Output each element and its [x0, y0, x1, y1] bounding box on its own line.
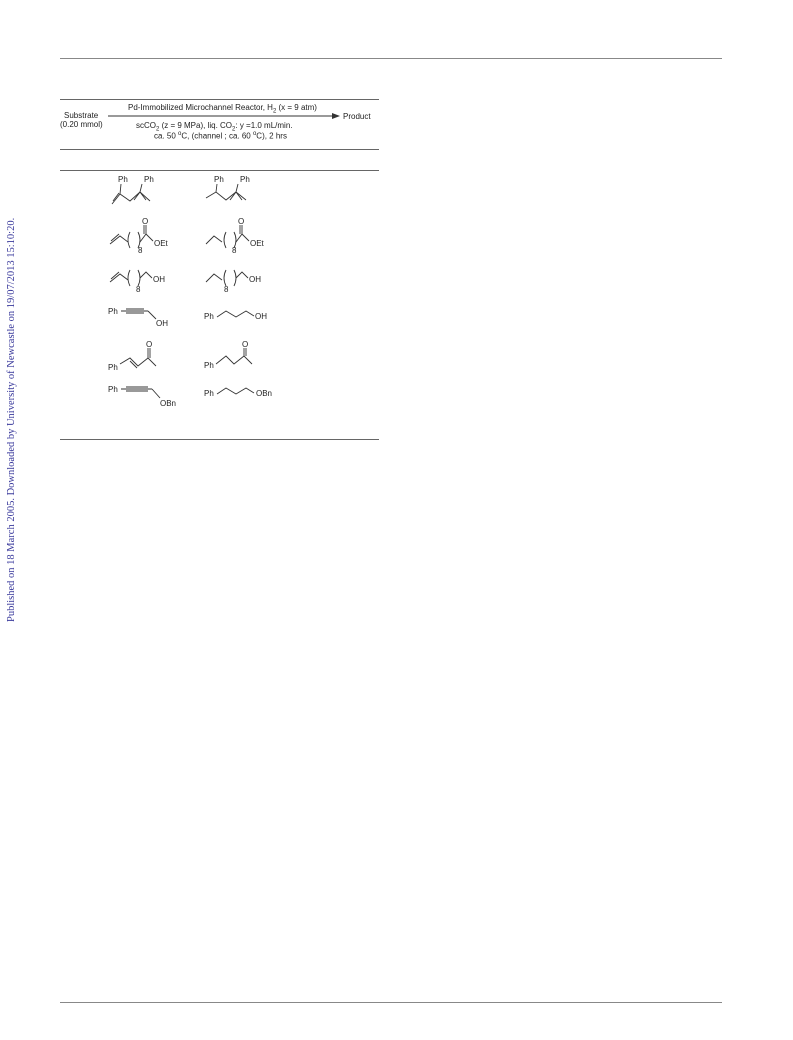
benzyloxy-group: OBn: [256, 389, 273, 398]
reaction-arrow: [108, 111, 340, 121]
top-rule: [60, 58, 722, 59]
chain-count: 8: [232, 246, 237, 254]
substrate-5-structure: [108, 338, 178, 374]
substrate-6-structure: [108, 382, 188, 410]
substrate-label: Substrate: [64, 111, 99, 120]
temperature-conditions: ca. 50 $^o$C, (channel ; ca. 60 $^o$C), 2 hrs: [154, 131, 287, 141]
table-rule-bottom: [60, 439, 379, 440]
substrate-3-structure: [108, 260, 178, 294]
flow-conditions: scCO$_2$ (z = 9 MPa), liq. $CO_2$: y =1.0 mL/min.: [136, 121, 293, 133]
ph-label: Ph: [118, 175, 128, 184]
hydroxyl-group: OH: [249, 275, 261, 284]
substrate-4-structure: [108, 304, 178, 330]
chain-count: 8: [138, 246, 143, 254]
hydroxyl-group: OH: [156, 319, 168, 328]
reactor-conditions: Pd-Immobilized Microchannel Reactor, $H_2$ (x = 9 atm): [128, 103, 317, 115]
ph-label: Ph: [240, 175, 250, 184]
ph-label: Ph: [144, 175, 154, 184]
product-2-structure: [204, 216, 274, 254]
ph-label: Ph: [204, 389, 214, 398]
product-1-structure: [202, 174, 264, 206]
ph-label: Ph: [108, 307, 118, 316]
carbonyl-o: O: [146, 340, 153, 349]
product-label: Product: [343, 112, 371, 121]
ph-label: Ph: [108, 363, 118, 372]
table-rule-mid1: [60, 149, 379, 150]
substrate-1-structure: [106, 174, 168, 206]
table-rule-top: [60, 99, 379, 100]
product-4-structure: [204, 306, 274, 326]
substrate-amount: (0.20 mmol): [60, 120, 103, 129]
download-note: Published on 18 March 2005. Downloaded by University of Newcastle on 19/07/2013 15:10:20.: [6, 217, 17, 622]
chain-count: 8: [224, 285, 229, 294]
ester-group: OEt: [250, 239, 264, 248]
bottom-rule: [60, 1002, 722, 1003]
benzyloxy-group: OBn: [160, 399, 177, 408]
carbonyl-o: O: [142, 217, 149, 226]
ph-label: Ph: [214, 175, 224, 184]
table-rule-mid2: [60, 170, 379, 171]
carbonyl-o: O: [242, 340, 249, 349]
ph-label: Ph: [204, 312, 214, 321]
ester-group: OEt: [154, 239, 168, 248]
carbonyl-o: O: [238, 217, 245, 226]
product-6-structure: [204, 384, 284, 404]
product-3-structure: [204, 260, 274, 294]
chain-count: 8: [136, 285, 141, 294]
product-5-structure: [204, 340, 274, 374]
ph-label: Ph: [204, 361, 214, 370]
ph-label: Ph: [108, 385, 118, 394]
hydroxyl-group: OH: [255, 312, 267, 321]
hydroxyl-group: OH: [153, 275, 165, 284]
substrate-2-structure: [108, 216, 178, 254]
